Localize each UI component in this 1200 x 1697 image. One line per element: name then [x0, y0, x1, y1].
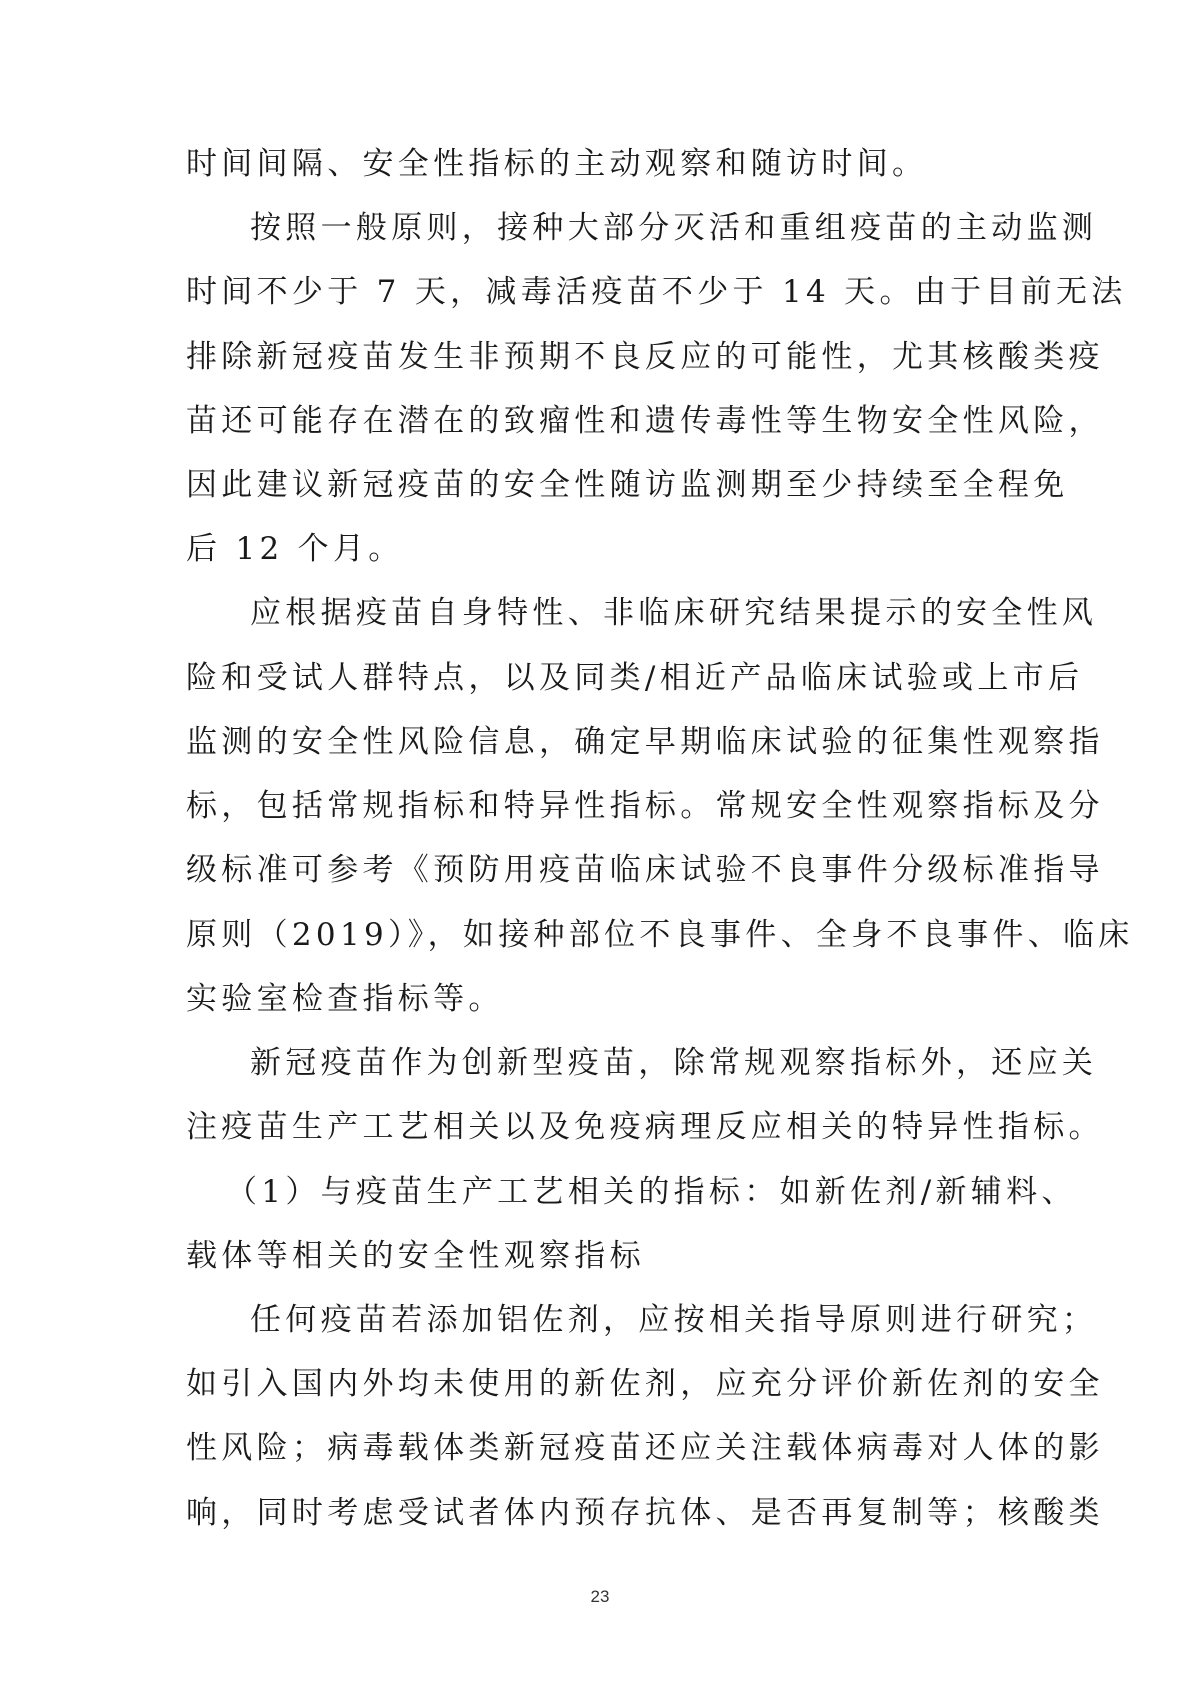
- text-line: 标，包括常规指标和特异性指标。常规安全性观察指标及分: [186, 788, 1104, 824]
- text-line: 险和受试人群特点，以及同类/相近产品临床试验或上市后: [186, 660, 1084, 696]
- text-line: 级标准可参考《预防用疫苗临床试验不良事件分级标准指导: [186, 852, 1104, 888]
- text-line: 新冠疫苗作为创新型疫苗，除常规观察指标外，还应关: [250, 1045, 1098, 1081]
- text-line: 时间不少于 7 天，减毒活疫苗不少于 14 天。由于目前无法: [186, 274, 1127, 310]
- text-line: 应根据疫苗自身特性、非临床研究结果提示的安全性风: [250, 595, 1098, 631]
- page-number: 23: [590, 1587, 610, 1606]
- text-line: 时间间隔、安全性指标的主动观察和随访时间。: [186, 146, 928, 182]
- text-line: 按照一般原则，接种大部分灭活和重组疫苗的主动监测: [250, 210, 1098, 246]
- text-line: 监测的安全性风险信息，确定早期临床试验的征集性观察指: [186, 724, 1104, 760]
- text-line: 如引入国内外均未使用的新佐剂，应充分评价新佐剂的安全: [186, 1366, 1104, 1402]
- text-line: 因此建议新冠疫苗的安全性随访监测期至少持续至全程免: [186, 467, 1069, 503]
- text-line: 任何疫苗若添加铝佐剂，应按相关指导原则进行研究；: [250, 1302, 1098, 1338]
- text-line: 性风险；病毒载体类新冠疫苗还应关注载体病毒对人体的影: [186, 1430, 1104, 1466]
- text-line: 实验室检查指标等。: [186, 981, 504, 1017]
- text-line: （1）与疫苗生产工艺相关的指标：如新佐剂/新辅料、: [226, 1174, 1077, 1210]
- text-line: 载体等相关的安全性观察指标: [186, 1238, 645, 1274]
- text-line: 响，同时考虑受试者体内预存抗体、是否再复制等；核酸类: [186, 1495, 1104, 1531]
- text-line: 注疫苗生产工艺相关以及免疫病理反应相关的特异性指标。: [186, 1109, 1104, 1145]
- text-line: 后 12 个月。: [186, 531, 404, 567]
- text-line: 原则（2019）》，如接种部位不良事件、全身不良事件、临床: [186, 917, 1134, 953]
- text-line: 苗还可能存在潜在的致瘤性和遗传毒性等生物安全性风险，: [186, 403, 1104, 439]
- text-line: 排除新冠疫苗发生非预期不良反应的可能性，尤其核酸类疫: [186, 339, 1104, 375]
